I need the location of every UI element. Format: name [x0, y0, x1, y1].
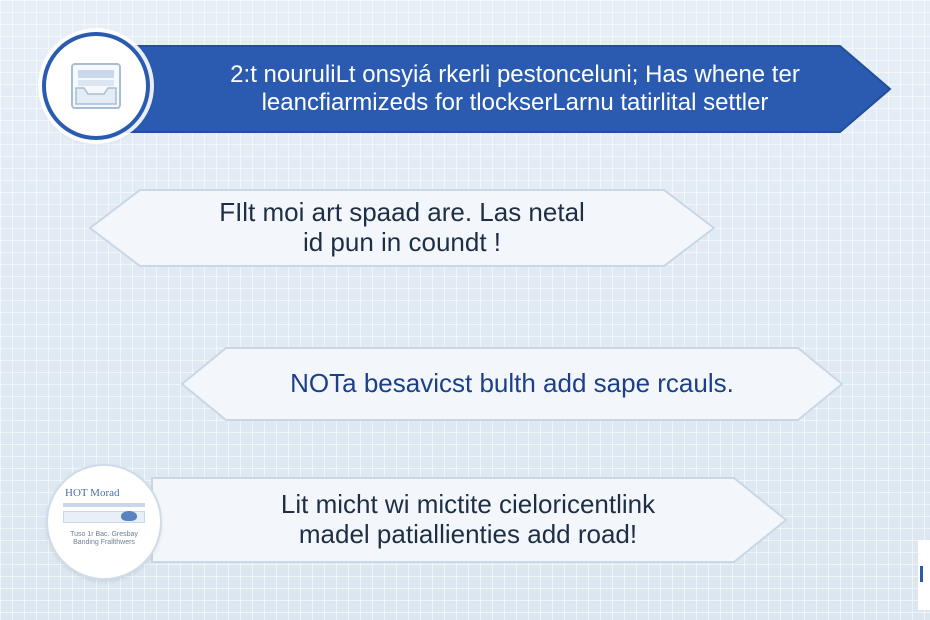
banner-3-text: [220, 352, 804, 416]
thumbnail-title: HOT Morad: [65, 487, 120, 499]
thumbnail-caption-2: Banding Frallthwers: [73, 538, 135, 546]
banner-2-text: [128, 194, 676, 262]
edge-window-fragment: [918, 540, 930, 610]
thumbnail-caption-1: Tuso 1r Bac. Gresbay: [70, 531, 138, 538]
banner-2-line-1: FIlt moi art spaad are. Las netal: [219, 197, 585, 228]
edge-accent: [920, 566, 923, 582]
banner-2: [88, 188, 716, 268]
thumbnail-badge: [48, 466, 160, 578]
document-tray-icon-badge: [42, 32, 150, 140]
banner-1-line-2: leancfiarmizeds for tlockserLarnu tatirlital settler: [261, 89, 769, 116]
banner-4: [150, 472, 790, 568]
document-tray-icon: [68, 58, 124, 114]
cloud-icon: [121, 511, 137, 521]
banner-4-line-2: madel patiallienties add road!: [298, 519, 638, 549]
banner-4-text: [178, 480, 758, 560]
banner-3: [180, 346, 844, 422]
banner-1: [40, 40, 892, 138]
thumbnail-rule: [63, 503, 145, 507]
banner-2-line-2: id pun in coundt !: [302, 227, 502, 257]
thumbnail-caption: [61, 531, 147, 546]
banner-3-line-1: NOTa besavicst bulth add sape rcauls.: [290, 368, 734, 399]
banner-1-text: [170, 52, 860, 126]
banner-1-line-1: 2:t nouruliLt onsyiá rkerli pestonceluni; Has whene ter: [230, 61, 800, 89]
banner-4-line-1: Lit micht wi mictite cielоricentlink: [280, 489, 656, 520]
thumbnail-image: [61, 487, 147, 557]
